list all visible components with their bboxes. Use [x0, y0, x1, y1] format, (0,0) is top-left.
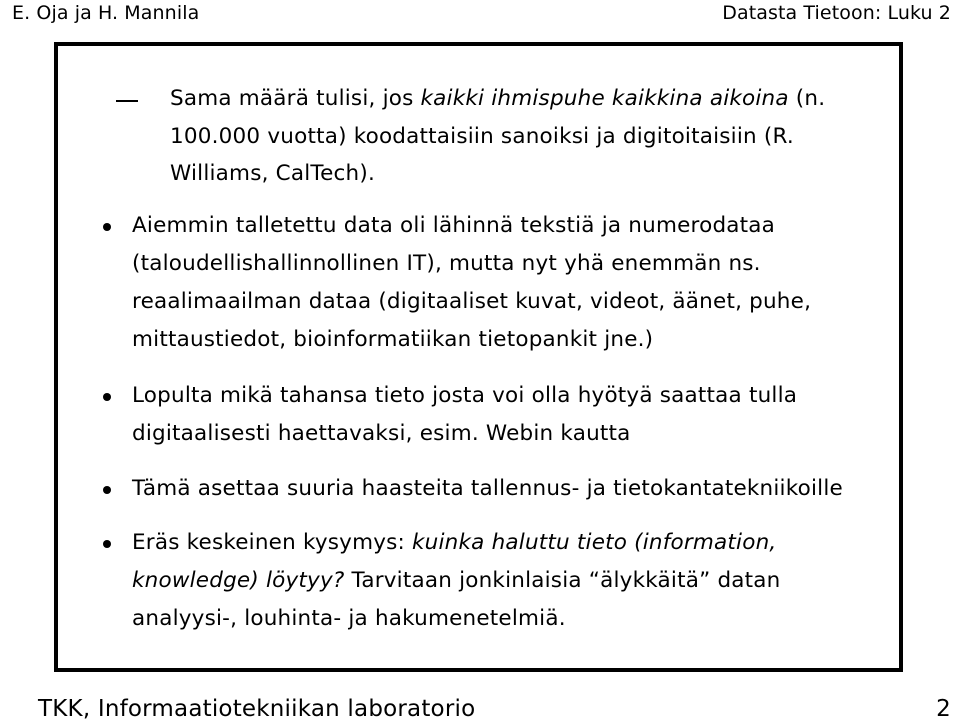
bullet-marker: [103, 223, 111, 231]
bullet-marker: [103, 486, 111, 494]
bullet-4-text-cont: Tarvitaan jonkinlaisia “älykkäitä” datan: [344, 568, 781, 593]
bullet-4-line-1: [132, 528, 776, 558]
sub-item-line-3: Williams, CalTech).: [170, 161, 376, 186]
bullet-4-text: Eräs keskeinen kysymys:: [132, 530, 413, 555]
bullet-3-line-1: Tämä asettaa suuria haasteita tallennus- ja tietokantatekniikoille: [132, 476, 843, 501]
bullet-1-line-2: (taloudellishallinnollinen IT), mutta nyt yhä enemmän ns.: [132, 251, 761, 276]
bullet-marker: [103, 540, 111, 548]
bullet-2-line-1: Lopulta mikä tahansa tieto josta voi olla hyötyä saattaa tulla: [132, 383, 798, 408]
bullet-4-emphasis-end: knowledge) löytyy?: [132, 568, 345, 593]
bullet-2-line-2: digitaalisesti haettavaksi, esim. Webin kautta: [132, 421, 631, 446]
sub-item-line-2: 100.000 vuotta) koodattaisiin sanoiksi ja digitoitaisiin (R.: [170, 124, 794, 149]
bullet-1-line-3: reaalimaailman dataa (digitaaliset kuvat, videot, äänet, puhe,: [132, 289, 812, 314]
page-number: 2: [936, 696, 951, 722]
header-course-title: Datasta Tietoon: Luku 2: [722, 2, 951, 24]
header-authors: E. Oja ja H. Mannila: [12, 2, 200, 24]
bullet-1-line-1: Aiemmin talletettu data oli lähinnä tekstiä ja numerodataa: [132, 213, 776, 238]
bullet-marker: [103, 393, 111, 401]
sub-item-emphasis: kaikki ihmispuhe kaikkina aikoina: [420, 86, 789, 111]
bullet-4-line-2: [132, 566, 781, 596]
footer-institution: TKK, Informaatiotekniikan laboratorio: [38, 696, 476, 722]
sub-item-line-1: [170, 84, 825, 114]
bullet-1-line-4: mittaustiedot, bioinformatiikan tietopankit jne.): [132, 327, 654, 352]
sub-item-text-end: (n.: [788, 86, 826, 111]
bullet-4-line-3: analyysi-, louhinta- ja hakumenetelmiä.: [132, 606, 566, 631]
sub-item-text: Sama määrä tulisi, jos: [170, 86, 421, 111]
bullet-4-emphasis: kuinka haluttu tieto (information,: [412, 530, 777, 555]
dash-marker: [116, 100, 138, 102]
